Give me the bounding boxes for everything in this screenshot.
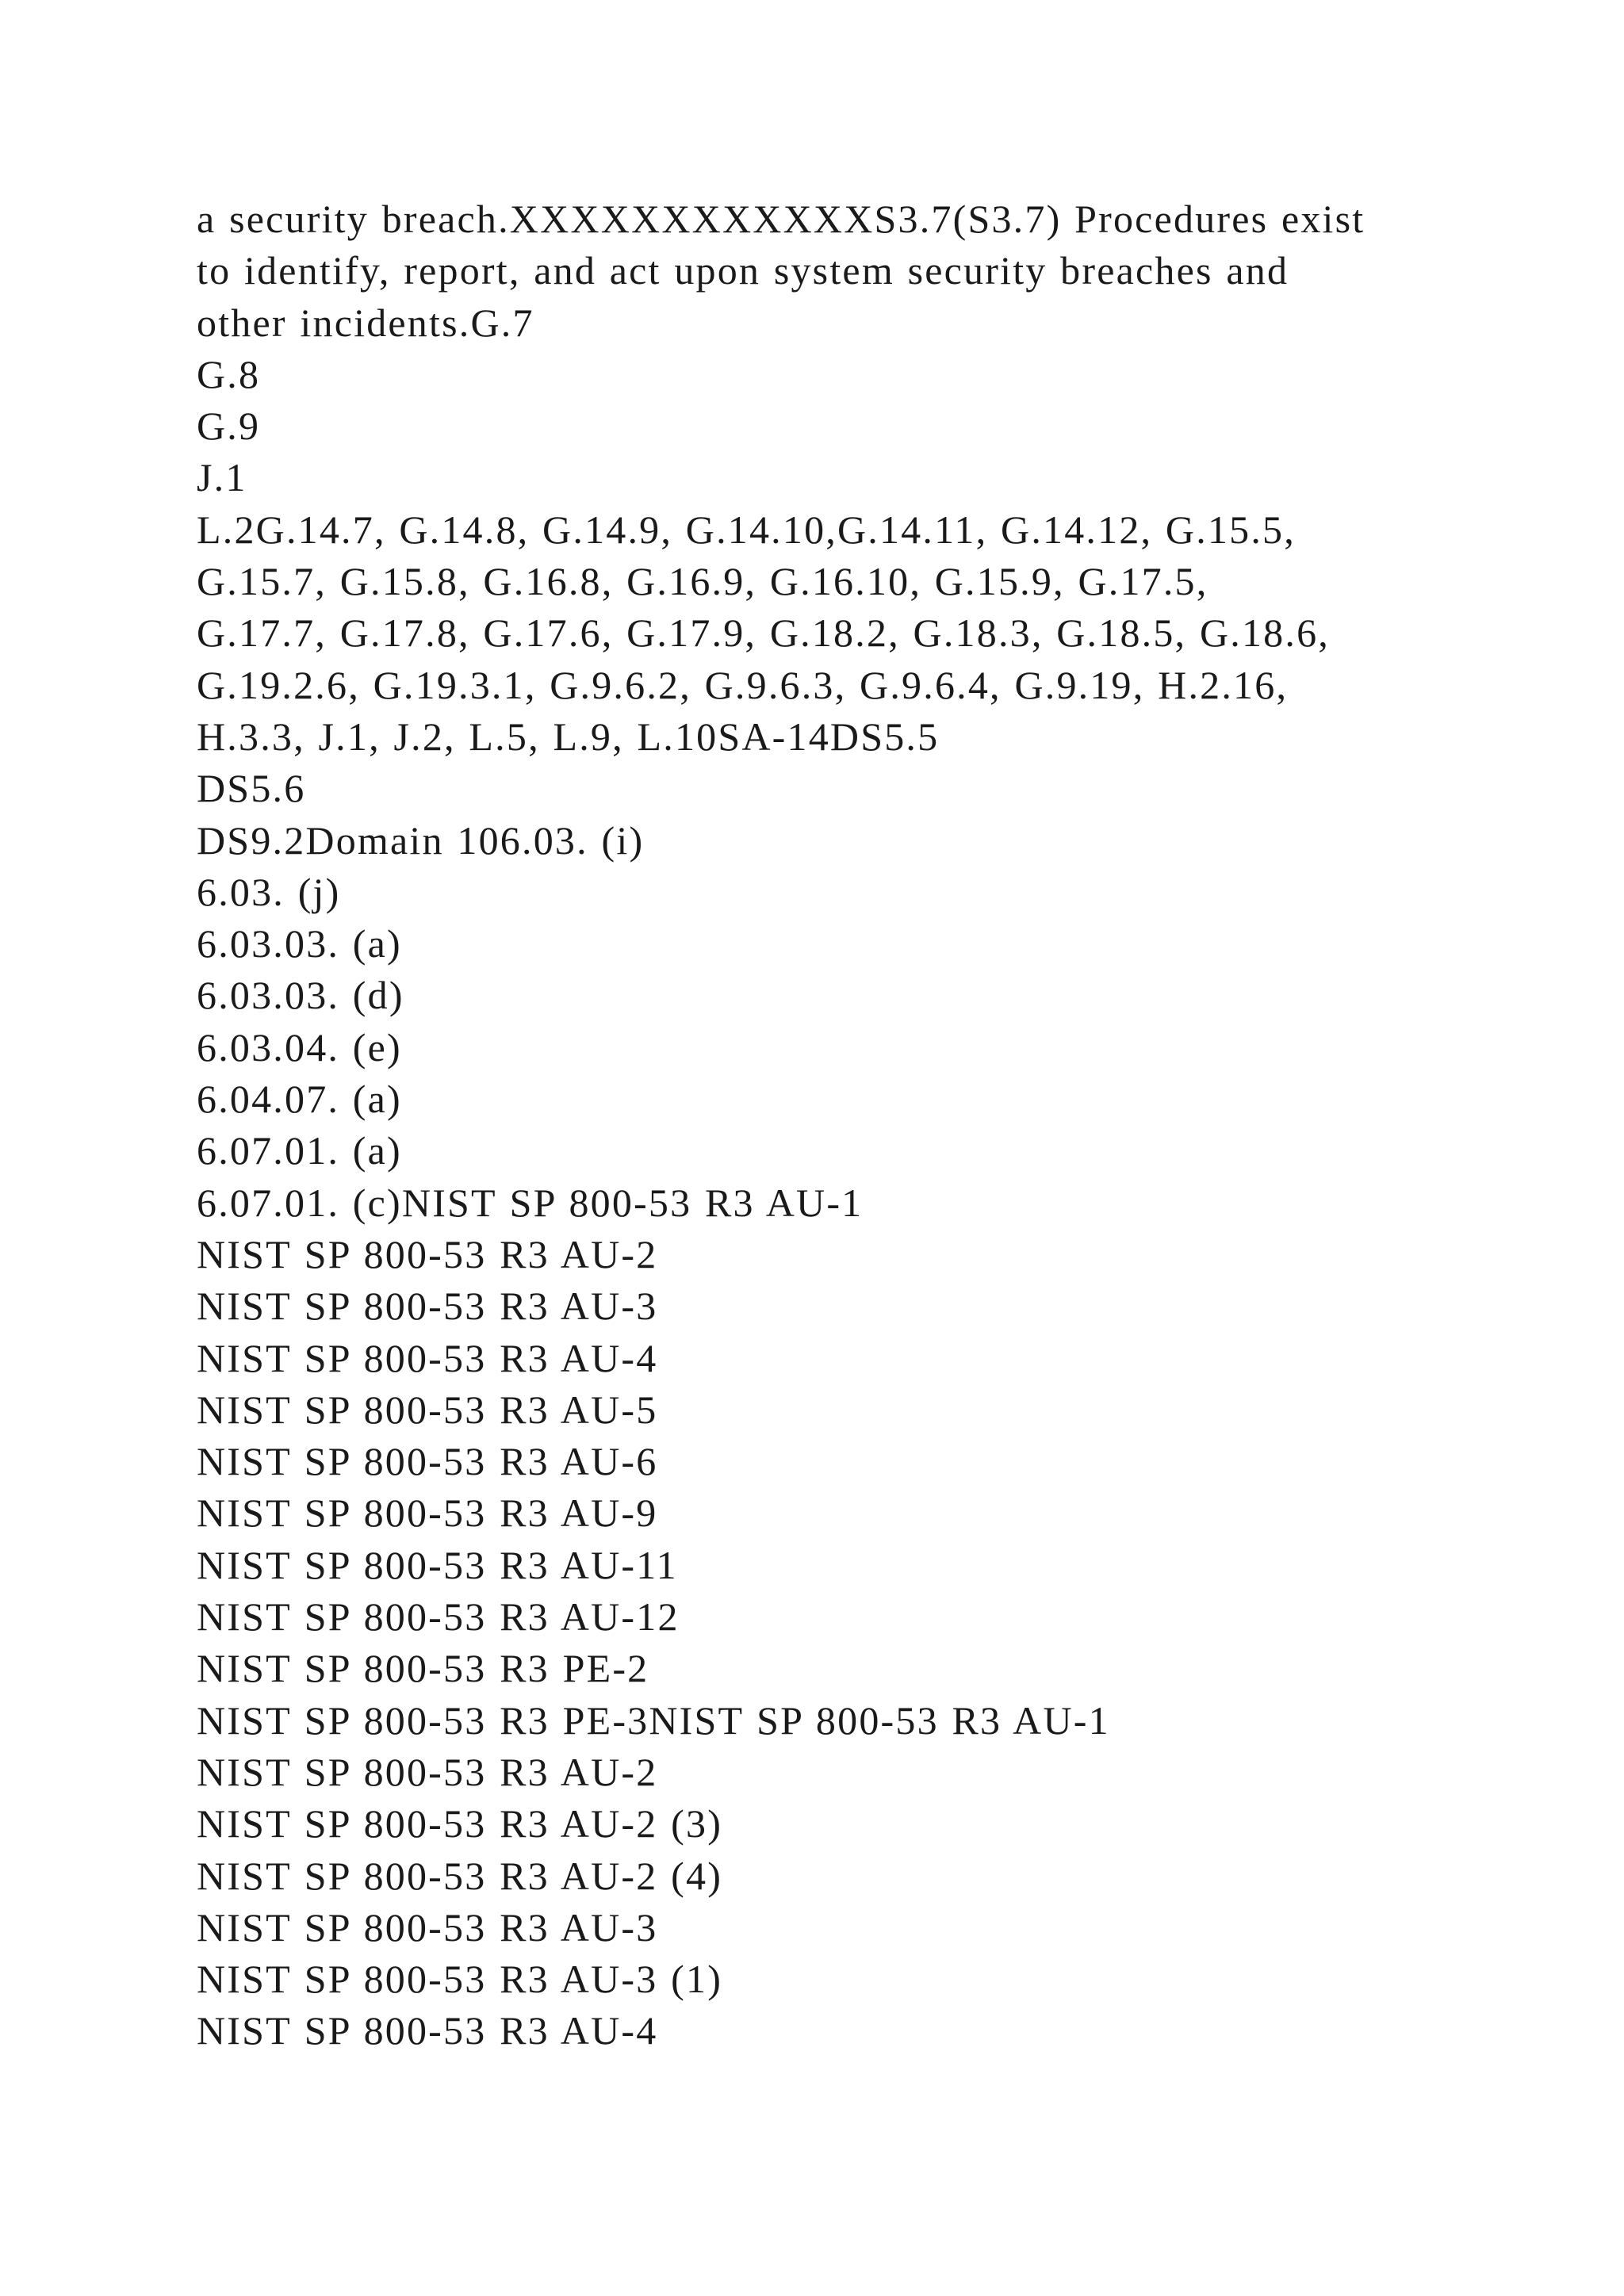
text-line: G.15.7, G.15.8, G.16.8, G.16.9, G.16.10, G.15.9, G.17.5, (197, 559, 1208, 604)
text-line: 6.04.07. (a) (197, 1077, 402, 1122)
text-line: NIST SP 800-53 R3 AU-3 (197, 1904, 658, 1950)
text-line: NIST SP 800-53 R3 AU-11 (197, 1542, 678, 1587)
text-line: NIST SP 800-53 R3 AU-6 (197, 1439, 658, 1484)
text-line: 6.03.03. (a) (197, 921, 402, 966)
text-line: 6.03.03. (d) (197, 973, 404, 1018)
text-line: NIST SP 800-53 R3 AU-3 (1) (197, 1957, 723, 2002)
document-body (197, 193, 1465, 2057)
text-line: NIST SP 800-53 R3 AU-5 (197, 1387, 658, 1432)
text-line: NIST SP 800-53 R3 AU-2 (197, 1231, 658, 1276)
text-line: NIST SP 800-53 R3 AU-9 (197, 1490, 658, 1536)
text-line: to identify, report, and act upon system security breaches and (197, 248, 1289, 293)
text-line: DS5.6 (197, 766, 306, 811)
text-line: NIST SP 800-53 R3 PE-2 (197, 1646, 649, 1691)
text-line: G.9 (197, 404, 261, 449)
text-line: 6.07.01. (c)NIST SP 800-53 R3 AU-1 (197, 1180, 864, 1225)
text-line: NIST SP 800-53 R3 AU-2 (3) (197, 1801, 723, 1846)
text-line: G.19.2.6, G.19.3.1, G.9.6.2, G.9.6.3, G.9.6.4, G.9.19, H.2.16, (197, 662, 1289, 707)
text-line: NIST SP 800-53 R3 AU-3 (197, 1284, 658, 1329)
text-line: NIST SP 800-53 R3 AU-4 (197, 1335, 658, 1380)
text-line: L.2G.14.7, G.14.8, G.14.9, G.14.10,G.14.11, G.14.12, G.15.5, (197, 507, 1296, 552)
text-line: NIST SP 800-53 R3 AU-12 (197, 1594, 680, 1640)
text-line: NIST SP 800-53 R3 AU-4 (197, 2008, 658, 2053)
text-line: a security breach.XXXXXXXXXXXXS3.7(S3.7) Procedures exist (197, 197, 1365, 241)
text-line: J.1 (197, 455, 247, 500)
text-line: 6.03. (j) (197, 869, 341, 914)
text-line: other incidents.G.7 (197, 300, 534, 345)
text-line: DS9.2Domain 106.03. (i) (197, 817, 645, 863)
text-line: 6.07.01. (a) (197, 1128, 402, 1173)
text-line: NIST SP 800-53 R3 AU-2 (197, 1749, 658, 1794)
text-line: H.3.3, J.1, J.2, L.5, L.9, L.10SA-14DS5.5 (197, 714, 940, 759)
text-line: NIST SP 800-53 R3 AU-2 (4) (197, 1853, 723, 1898)
text-line: G.17.7, G.17.8, G.17.6, G.17.9, G.18.2, G.18.3, G.18.5, G.18.6, (197, 610, 1330, 656)
text-line: 6.03.04. (e) (197, 1024, 402, 1070)
text-line: NIST SP 800-53 R3 PE-3NIST SP 800-53 R3 AU-1 (197, 1697, 1110, 1743)
text-line: G.8 (197, 351, 261, 396)
